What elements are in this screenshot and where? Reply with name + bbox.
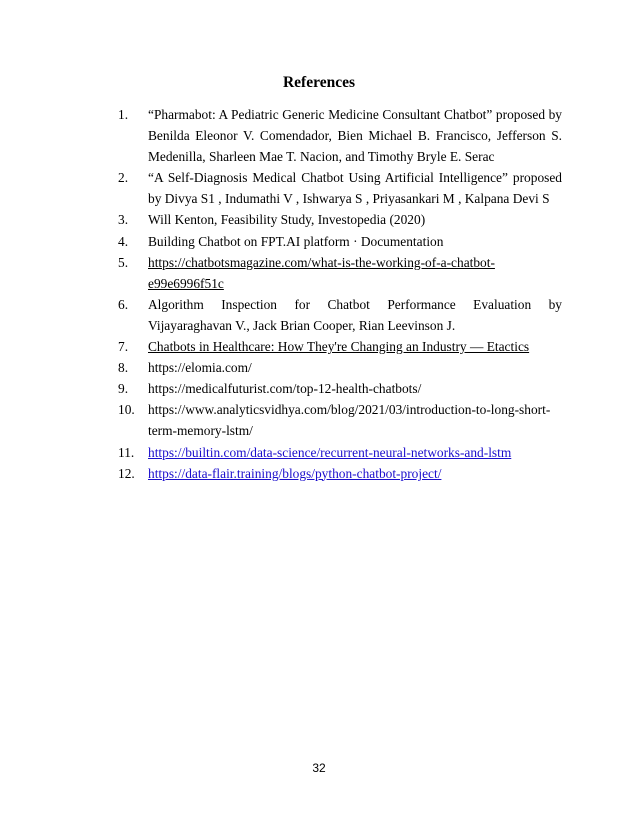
list-item xyxy=(118,167,562,209)
list-item xyxy=(118,442,562,463)
list-item xyxy=(118,357,562,378)
list-item xyxy=(118,209,562,230)
reference-link[interactable]: https://chatbotsmagazine.com/what-is-the-working-of-a-chatbot-e99e6996f51c xyxy=(148,254,495,291)
reference-text: https://elomia.com/ xyxy=(148,360,252,376)
reference-text: Algorithm Inspection for Chatbot Performance Evaluation by Vijayaraghavan V., Jack Brian Cooper, Rian Leevinson J. xyxy=(148,296,562,333)
list-item xyxy=(118,231,562,252)
reference-number: 11. xyxy=(118,444,135,460)
reference-list xyxy=(0,104,562,484)
reference-link[interactable]: Chatbots in Healthcare: How They're Changing an Industry — Etactics xyxy=(148,339,530,355)
reference-number: 10. xyxy=(118,402,135,418)
reference-number: 9. xyxy=(118,381,129,397)
reference-link[interactable]: https://builtin.com/data-science/recurrent-neural-networks-and-lstm xyxy=(148,444,512,460)
list-item xyxy=(118,336,562,357)
reference-link[interactable]: https://data-flair.training/blogs/python-chatbot-project/ xyxy=(148,465,442,481)
reference-number: 6. xyxy=(118,296,129,312)
reference-text: https://medicalfuturist.com/top-12-health-chatbots/ xyxy=(148,381,422,397)
reference-text: Building Chatbot on FPT.AI platform · Documentation xyxy=(148,233,444,249)
reference-number: 5. xyxy=(118,254,129,270)
list-item xyxy=(118,463,562,484)
list-item xyxy=(118,252,562,294)
reference-number: 12. xyxy=(118,465,135,481)
reference-number: 4. xyxy=(118,233,129,249)
list-item xyxy=(118,104,562,167)
page-number: 32 xyxy=(312,761,326,775)
reference-number: 3. xyxy=(118,212,129,228)
page-title: References xyxy=(282,74,355,91)
reference-number: 8. xyxy=(118,360,129,376)
reference-number: 7. xyxy=(118,339,129,355)
reference-text: Will Kenton, Feasibility Study, Investopedia (2020) xyxy=(148,212,426,228)
reference-text: “Pharmabot: A Pediatric Generic Medicine Consultant Chatbot” proposed by Benilda Eleonor V. Comendador, Bien Michael B. Francisco, Jefferson S. Medenilla, Sharleen Mae T. Nacion, and Timothy Bryle E. Serac xyxy=(148,107,562,165)
reference-number: 2. xyxy=(118,170,129,186)
list-item xyxy=(118,399,562,441)
list-item xyxy=(118,294,562,336)
reference-text: “A Self-Diagnosis Medical Chatbot Using Artificial Intelligence” proposed by Divya S1 , Indumathi V , Ishwarya S , Priyasankari M , Kalpana Devi S xyxy=(148,170,562,207)
reference-text: https://www.analyticsvidhya.com/blog/2021/03/introduction-to-long-short-term-memory-lstm/ xyxy=(148,402,551,439)
list-item xyxy=(118,378,562,399)
reference-number: 1. xyxy=(118,107,129,122)
